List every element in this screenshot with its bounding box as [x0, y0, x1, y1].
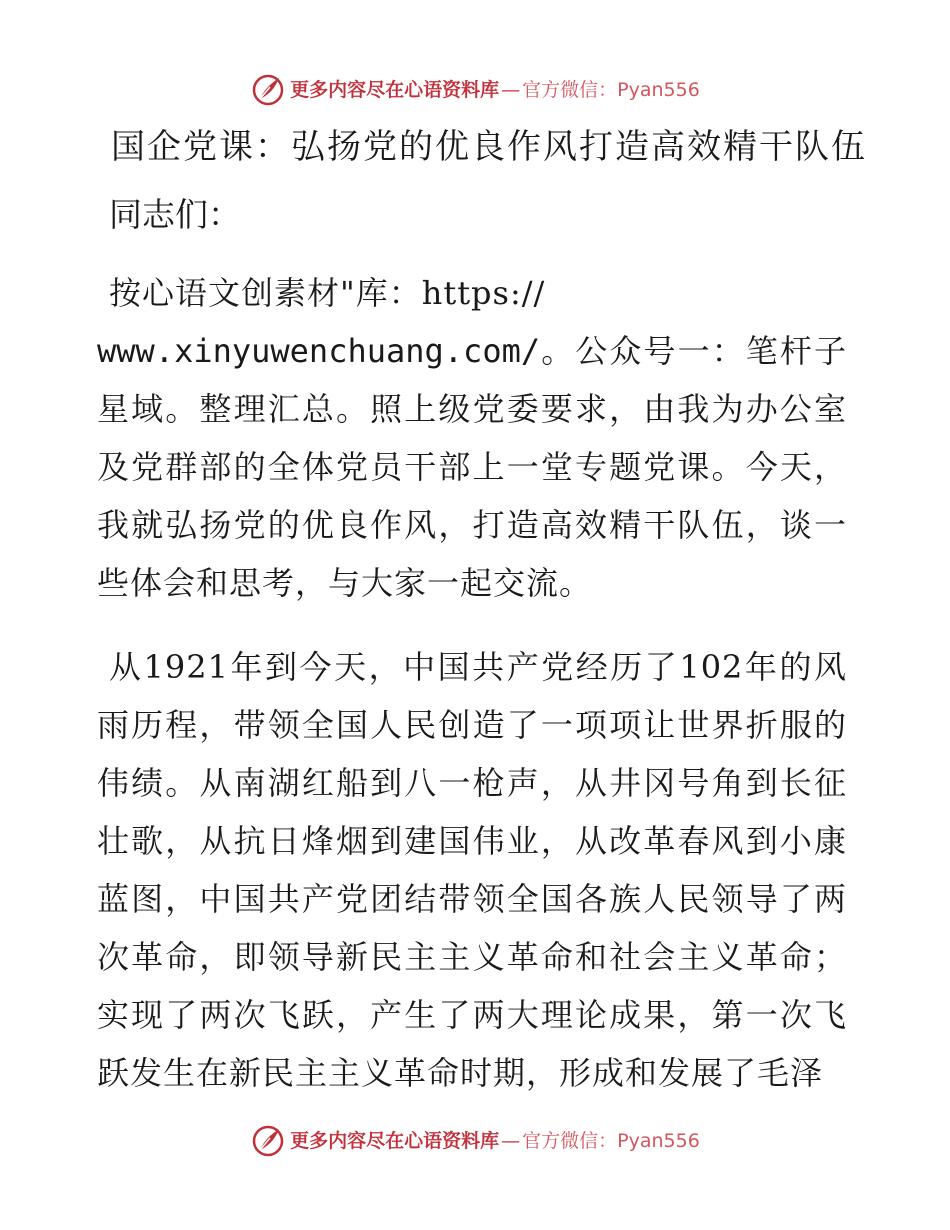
header-watermark [0, 70, 950, 110]
footer-watermark [0, 1121, 950, 1161]
paragraph-intro [97, 264, 847, 612]
feather-pen-logo-icon [250, 1123, 286, 1159]
salutation: 同志们： [109, 195, 241, 234]
paragraph-intro-rest: 。公众号一：笔杆子星域。整理汇总。照上级党委要求，由我为办公室及党群部的全体党员干部上一堂专题党课。今天，我就弘扬党的优良作风，打造高效精干队伍，谈一些体会和思考，与大家一起交流。 [97, 332, 847, 602]
document-title: 国企党课：弘扬党的优良作风打造高效精干队伍 [111, 127, 867, 167]
feather-pen-logo-icon [250, 72, 286, 108]
source-url-text: www.xinyuwenchuang.com/ [97, 332, 541, 370]
watermark-dash: — [501, 79, 521, 101]
paragraph-intro-lead: 按心语文创素材"库：https:// [109, 274, 546, 312]
watermark-dash: — [501, 1130, 521, 1152]
paragraph-history: 从1921年到今天，中国共产党经历了102年的风雨历程，带领全国人民创造了一项项让世界折服的伟绩。从南湖红船到八一枪声，从井冈号角到长征壮歌，从抗日烽烟到建国伟业，从改革春风到小康蓝图，中国共产党团结带领全国各族人民领导了两次革命，即领导新民主主义革命和社会主义革命；实现了两次飞跃，产生了两大理论成果，第一次飞跃发生在新民主主义革命时期，形成和发展了毛泽 [97, 648, 847, 1092]
document-body [97, 124, 867, 1102]
watermark-wechat: 官方微信：Pyan556 [522, 1130, 700, 1152]
watermark-text: 更多内容尽在心语资料库 [290, 1130, 500, 1152]
watermark-wechat: 官方微信：Pyan556 [522, 79, 700, 101]
watermark-text: 更多内容尽在心语资料库 [290, 79, 500, 101]
